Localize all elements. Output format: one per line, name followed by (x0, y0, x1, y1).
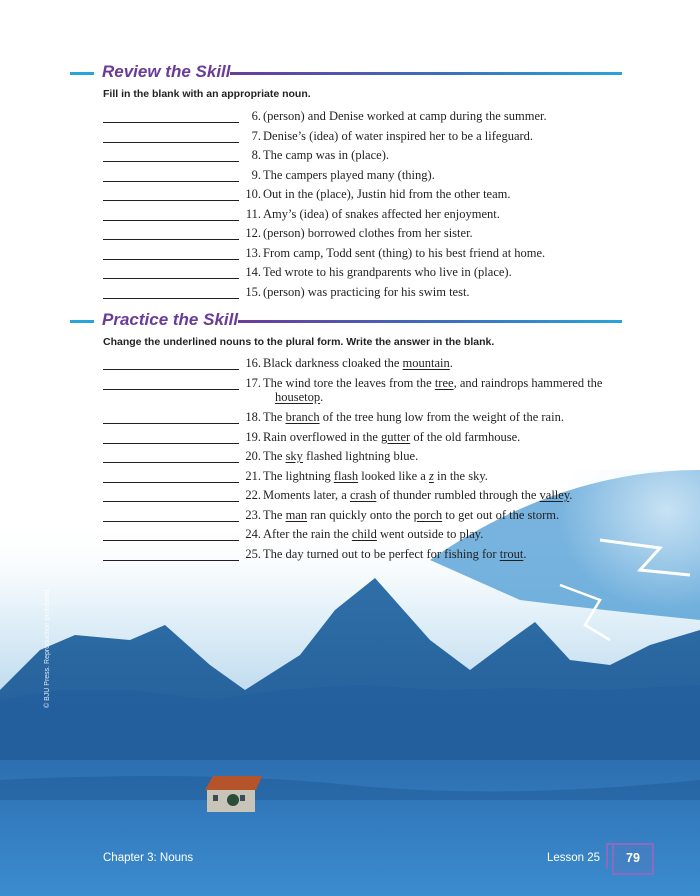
item-text: (person) was practicing for his swim test. (263, 284, 470, 299)
practice-heading (70, 309, 622, 333)
answer-blank[interactable] (103, 527, 239, 541)
item-text: Black darkness cloaked the mountain. (263, 356, 453, 370)
underlined-noun: gutter (381, 429, 411, 444)
item-number: 18. (245, 409, 261, 424)
answer-blank[interactable] (103, 430, 239, 444)
page-number-box (612, 843, 654, 875)
item-text: The lightning flash looked like a z in the sky. (263, 468, 488, 483)
answer-blank[interactable] (103, 226, 239, 240)
item-number: 15. (245, 284, 261, 299)
item-number: 23. (245, 507, 261, 522)
item-number: 25. (245, 546, 261, 561)
underlined-noun: trout (499, 546, 524, 561)
heading-rule-right (238, 320, 622, 323)
answer-blank[interactable] (103, 168, 239, 182)
item-number: 20. (245, 449, 261, 463)
item-text: Out in the (place), Justin hid from the other team. (263, 187, 511, 201)
underlined-noun: sky (285, 449, 303, 463)
item-text: Denise’s (idea) of water inspired her to be a lifeguard. (263, 128, 534, 143)
copyright-notice: © BJU Press. Reproduction prohibited. (44, 587, 51, 708)
underlined-noun: z (428, 468, 434, 483)
answer-blank[interactable] (103, 187, 239, 201)
review-instruction: Fill in the blank with an appropriate noun. (103, 88, 311, 100)
review-title: Review the Skill (102, 62, 231, 81)
underlined-noun: crash (349, 488, 377, 502)
item-text: The sky flashed lightning blue. (263, 449, 419, 463)
item-text: (person) and Denise worked at camp during the summer. (263, 109, 547, 123)
heading-rule-right (230, 72, 622, 75)
item-number: 12. (245, 226, 261, 240)
item-number: 21. (245, 468, 261, 483)
answer-blank[interactable] (103, 265, 239, 279)
answer-blank[interactable] (103, 469, 239, 483)
item-number: 8. (251, 148, 261, 162)
lesson-label: Lesson 25 (547, 852, 601, 864)
chapter-label: Chapter 3: Nouns (103, 852, 194, 864)
heading-rule-left (70, 320, 94, 323)
underlined-noun: tree (434, 376, 454, 390)
answer-blank[interactable] (103, 508, 239, 522)
item-number: 19. (245, 429, 261, 444)
practice-title: Practice the Skill (102, 310, 239, 329)
underlined-noun: child (351, 527, 377, 541)
item-text: After the rain the child went outside to play. (263, 527, 484, 541)
heading-rule-left (70, 72, 94, 75)
underlined-noun: flash (333, 468, 359, 483)
item-text: Moments later, a crash of thunder rumbled through the valley. (263, 488, 573, 502)
underlined-noun: man (285, 507, 308, 522)
answer-blank[interactable] (103, 285, 239, 299)
item-text: Ted wrote to his grandparents who live in (place). (263, 265, 512, 279)
page-number: 79 (626, 851, 640, 865)
item-number: 10. (245, 187, 261, 201)
item-text: Rain overflowed in the gutter of the old farmhouse. (263, 429, 521, 444)
item-text: The branch of the tree hung low from the weight of the rain. (263, 409, 564, 424)
item-number: 14. (245, 265, 261, 279)
answer-blank[interactable] (103, 547, 239, 561)
item-text: The camp was in (place). (263, 148, 389, 162)
item-text: The campers played many (thing). (263, 167, 435, 182)
underlined-noun: housetop (275, 390, 321, 404)
item-text: The wind tore the leaves from the tree, and raindrops hammered the housetop. (263, 376, 603, 404)
underlined-noun: mountain (402, 356, 450, 370)
farmhouse (205, 776, 262, 812)
answer-blank[interactable] (103, 207, 239, 221)
answer-blank[interactable] (103, 410, 239, 424)
underlined-noun: branch (285, 409, 320, 424)
item-number: 11. (245, 206, 261, 221)
item-text: Amy’s (idea) of snakes affected her enjoyment. (263, 206, 500, 221)
answer-blank[interactable] (103, 449, 239, 463)
item-number: 13. (245, 245, 261, 260)
item-text: The man ran quickly onto the porch to get out of the storm. (263, 507, 560, 522)
underlined-noun: valley (539, 488, 570, 502)
answer-blank[interactable] (103, 376, 239, 390)
item-number: 17. (245, 376, 261, 390)
answer-blank[interactable] (103, 129, 239, 143)
review-heading (70, 61, 622, 85)
item-text: (person) borrowed clothes from her sister. (263, 226, 473, 240)
item-number: 7. (251, 128, 261, 143)
item-number: 6. (251, 109, 261, 123)
answer-blank[interactable] (103, 246, 239, 260)
item-text: The day turned out to be perfect for fishing for trout. (263, 546, 527, 561)
answer-blank[interactable] (103, 488, 239, 502)
item-number: 9. (251, 167, 261, 182)
answer-blank[interactable] (103, 356, 239, 370)
item-number: 24. (245, 527, 261, 541)
answer-blank[interactable] (103, 109, 239, 123)
item-text: From camp, Todd sent (thing) to his best friend at home. (263, 245, 546, 260)
answer-blank[interactable] (103, 148, 239, 162)
underlined-noun: porch (413, 507, 443, 522)
item-number: 16. (245, 356, 261, 370)
practice-instruction: Change the underlined nouns to the plural form. Write the answer in the blank. (103, 336, 495, 348)
item-number: 22. (245, 488, 261, 502)
